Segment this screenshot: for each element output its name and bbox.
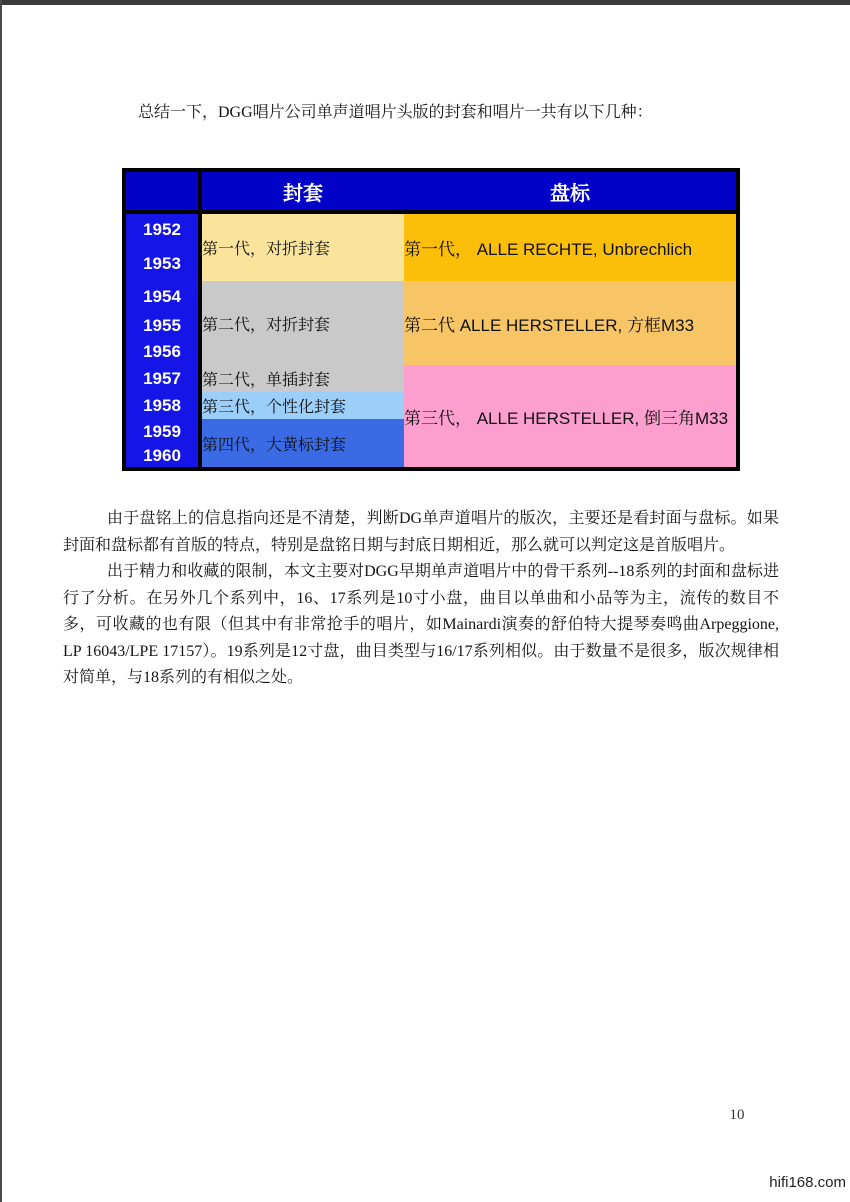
site-watermark: hifi168.com — [769, 1174, 846, 1191]
label-cell-gen3: 第三代， ALLE HERSTELLER, 倒三角M33 — [404, 365, 738, 469]
cover-cell-gen2-foldout: 第二代，对折封套 — [200, 281, 404, 365]
page-number: 10 — [729, 1107, 745, 1123]
year-cell: 1953 — [124, 246, 200, 281]
year-cell: 1957 — [124, 365, 200, 392]
year-cell: 1952 — [124, 212, 200, 246]
column-header-cover: 封套 — [200, 170, 404, 212]
cover-cell-gen4: 第四代，大黄标封套 — [200, 419, 404, 469]
year-cell: 1956 — [124, 339, 200, 365]
year-cell: 1959 — [124, 419, 200, 445]
year-cell: 1960 — [124, 445, 200, 469]
table-header-row — [124, 170, 738, 212]
year-cell: 1954 — [124, 281, 200, 312]
scan-left-edge — [0, 0, 2, 1202]
table-row — [124, 212, 738, 246]
table-row — [124, 281, 738, 312]
dgg-versions-table — [122, 168, 740, 471]
table-row — [124, 365, 738, 392]
cover-cell-gen3: 第三代，个性化封套 — [200, 392, 404, 419]
paragraph-series-scope: 出于精力和收藏的限制，本文主要对DGG早期单声道唱片中的骨干系列--18系列的封面和盘标进行了分析。在另外几个系列中，16、17系列是10寸小盘，曲目以单曲和小品等为主，流传的数目不多，可收藏的也有限（但其中有非常抢手的唱片，如Mainardi演奏的舒伯特大提琴奏鸣曲Arpeggione, LP 16043/LPE 17157）。19系列是12寸盘，曲目类型与16/17系列相似。由于数量不是很多，版次规律相对简单，与18系列的有相似之处。 — [63, 563, 779, 686]
table-corner-cell — [124, 170, 200, 212]
label-cell-gen1: 第一代， ALLE RECHTE, Unbrechlich — [404, 212, 738, 281]
table-wrapper — [122, 168, 740, 471]
paragraph-judging-editions: 由于盘铭上的信息指向还是不清楚，判断DG单声道唱片的版次，主要还是看封面与盘标。如果封面和盘标都有首版的特点，特别是盘铭日期与封底日期相近，那么就可以判定这是首版唱片。 — [63, 510, 779, 554]
year-cell: 1958 — [124, 392, 200, 419]
column-header-label: 盘标 — [404, 170, 738, 212]
body-text — [63, 506, 779, 692]
cover-cell-gen2-sleeve: 第二代，单插封套 — [200, 365, 404, 392]
intro-paragraph: 总结一下，DGG唱片公司单声道唱片头版的封套和唱片一共有以下几种： — [138, 104, 653, 121]
scan-top-edge — [0, 0, 850, 5]
cover-cell-gen1: 第一代，对折封套 — [200, 212, 404, 281]
label-cell-gen2: 第二代 ALLE HERSTELLER, 方框M33 — [404, 281, 738, 365]
year-cell: 1955 — [124, 312, 200, 339]
